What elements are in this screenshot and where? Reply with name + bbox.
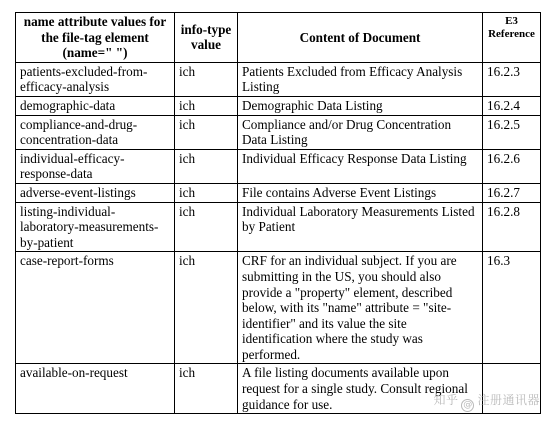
table-header-row bbox=[16, 13, 541, 63]
header-e3-reference: E3 Reference bbox=[483, 13, 541, 63]
watermark-prefix: 知乎 bbox=[433, 393, 459, 407]
file-tag-table bbox=[15, 12, 541, 414]
cell-name: adverse-event-listings bbox=[16, 183, 175, 202]
cell-info-type: ich bbox=[175, 364, 238, 414]
table-row bbox=[16, 62, 541, 96]
cell-reference: 16.2.5 bbox=[483, 115, 541, 149]
table-row bbox=[16, 115, 541, 149]
cell-reference: 16.3 bbox=[483, 252, 541, 364]
cell-content: CRF for an individual subject. If you are submitting in the US, you should also provide a "property" element, described below, with its "name" attribute = "site-identifier" and its value the site identification where the study was performed. bbox=[238, 252, 483, 364]
header-name-attribute: name attribute values for the file-tag element (name=" ") bbox=[16, 13, 175, 63]
cell-info-type: ich bbox=[175, 62, 238, 96]
cell-name: listing-individual-laboratory-measurements-by-patient bbox=[16, 202, 175, 252]
table-row bbox=[16, 149, 541, 183]
cell-name: individual-efficacy-response-data bbox=[16, 149, 175, 183]
cell-info-type: ich bbox=[175, 115, 238, 149]
cell-info-type: ich bbox=[175, 252, 238, 364]
table-row bbox=[16, 183, 541, 202]
cell-content: Individual Efficacy Response Data Listing bbox=[238, 149, 483, 183]
cell-content: Compliance and/or Drug Concentration Data Listing bbox=[238, 115, 483, 149]
cell-reference: 16.2.6 bbox=[483, 149, 541, 183]
cell-info-type: ich bbox=[175, 202, 238, 252]
watermark-name: 注册通讯器 bbox=[477, 393, 540, 407]
header-info-type: info-type value bbox=[175, 13, 238, 63]
watermark bbox=[433, 391, 540, 412]
cell-reference: 16.2.8 bbox=[483, 202, 541, 252]
cell-name: demographic-data bbox=[16, 96, 175, 115]
cell-info-type: ich bbox=[175, 96, 238, 115]
cell-content: A file listing documents available upon request for a single study. Consult regional guidance for use. bbox=[238, 364, 483, 414]
cell-content: Demographic Data Listing bbox=[238, 96, 483, 115]
header-content: Content of Document bbox=[238, 13, 483, 63]
cell-info-type: ich bbox=[175, 183, 238, 202]
cell-content: Patients Excluded from Efficacy Analysis Listing bbox=[238, 62, 483, 96]
cell-name: available-on-request bbox=[16, 364, 175, 414]
cell-content: Individual Laboratory Measurements Listed by Patient bbox=[238, 202, 483, 252]
at-icon: @ bbox=[463, 400, 473, 410]
cell-reference: 16.2.7 bbox=[483, 183, 541, 202]
cell-reference: 16.2.4 bbox=[483, 96, 541, 115]
cell-name: patients-excluded-from-efficacy-analysis bbox=[16, 62, 175, 96]
cell-reference: 16.2.3 bbox=[483, 62, 541, 96]
cell-name: case-report-forms bbox=[16, 252, 175, 364]
cell-name: compliance-and-drug-concentration-data bbox=[16, 115, 175, 149]
table-row bbox=[16, 202, 541, 252]
table-row bbox=[16, 96, 541, 115]
cell-content: File contains Adverse Event Listings bbox=[238, 183, 483, 202]
table-row bbox=[16, 252, 541, 364]
cell-info-type: ich bbox=[175, 149, 238, 183]
